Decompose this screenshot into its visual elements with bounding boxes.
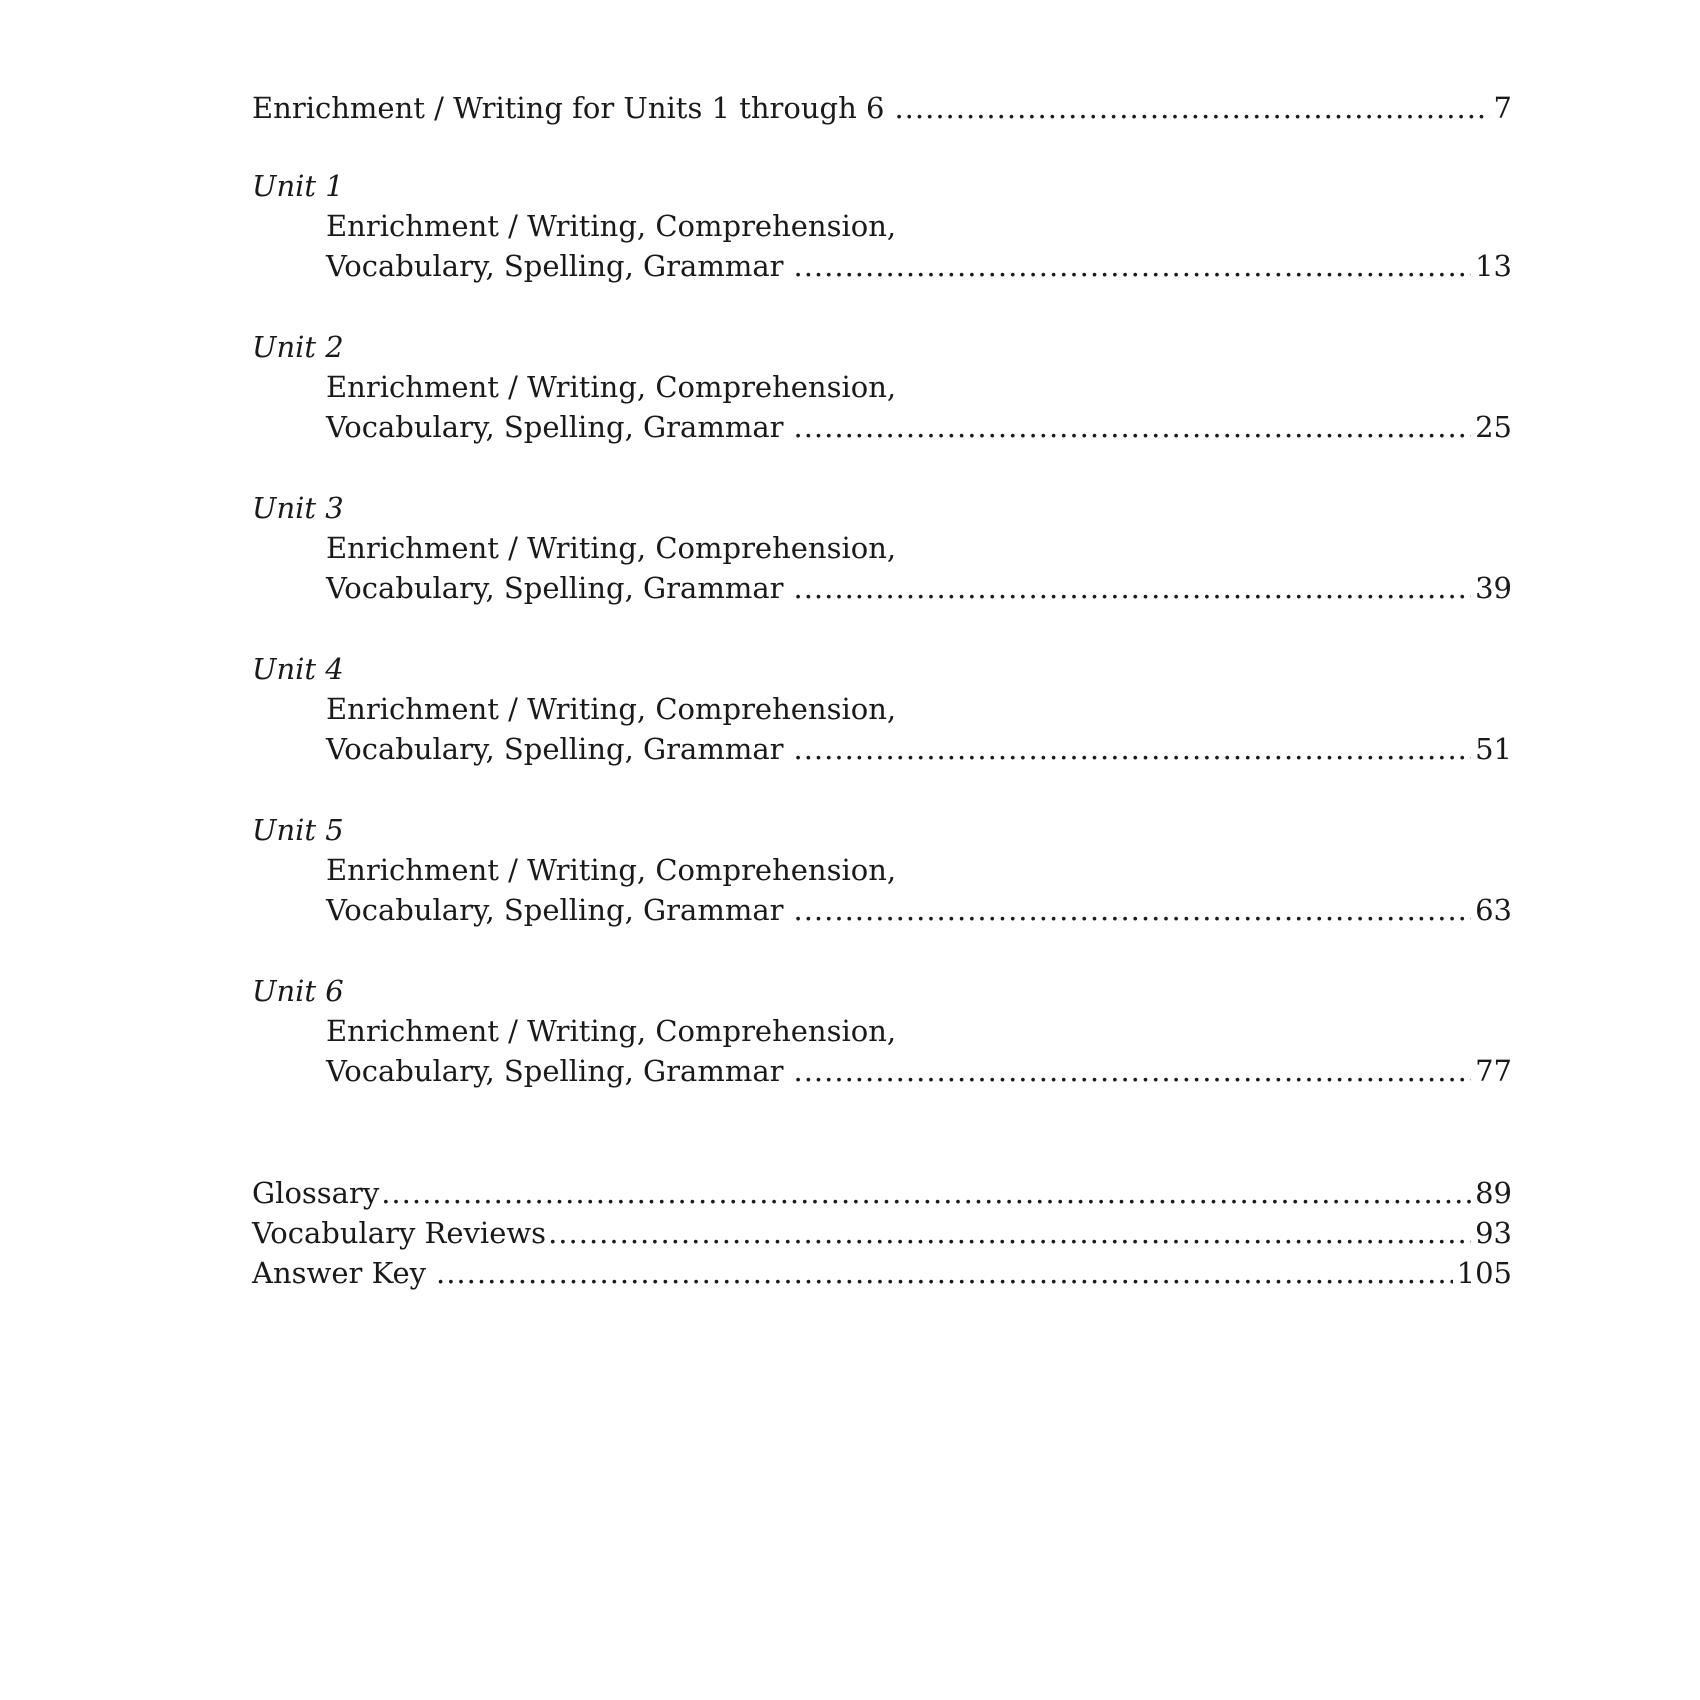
dot-leader: [793, 729, 1471, 769]
unit-heading: Unit 4: [252, 652, 344, 686]
toc-entry-label: Enrichment / Writing for Units 1 through 6: [252, 91, 885, 125]
toc-entry-label: Enrichment / Writing, Comprehension,: [326, 531, 897, 565]
toc-entry-label: Vocabulary, Spelling, Grammar: [326, 249, 784, 283]
toc-entry-label: Glossary: [252, 1176, 380, 1210]
toc-entry-unit-4[interactable]: [326, 729, 1512, 769]
toc-entry-label: Vocabulary, Spelling, Grammar: [326, 1054, 784, 1088]
toc-page-number: 13: [1475, 249, 1512, 283]
toc-page-number: 77: [1475, 1054, 1512, 1088]
dot-leader: [793, 1051, 1471, 1091]
dot-leader: [793, 568, 1471, 608]
toc-entry-label: Vocabulary, Spelling, Grammar: [326, 893, 784, 927]
toc-page-number: 39: [1475, 571, 1512, 605]
toc-entry-intro[interactable]: [252, 88, 1512, 128]
dot-leader: [548, 1213, 1471, 1253]
dot-leader: [436, 1253, 1453, 1293]
toc-page-number: 51: [1475, 732, 1512, 766]
dot-leader: [894, 88, 1489, 128]
toc-page-number: 89: [1475, 1176, 1512, 1210]
toc-entry-label: Vocabulary Reviews: [252, 1216, 547, 1250]
toc-page-number: 105: [1456, 1256, 1512, 1290]
toc-entry-label: Enrichment / Writing, Comprehension,: [326, 370, 897, 404]
unit-heading: Unit 3: [252, 491, 344, 525]
toc-entry-label: Enrichment / Writing, Comprehension,: [326, 853, 897, 887]
dot-leader: [793, 407, 1471, 447]
toc-entry-line: [326, 206, 1512, 246]
toc-entry-unit-2[interactable]: [326, 407, 1512, 447]
dot-leader: [793, 246, 1471, 286]
toc-entry-answer-key[interactable]: [252, 1253, 1512, 1293]
unit-heading: Unit 5: [252, 813, 344, 847]
toc-entry-label: Enrichment / Writing, Comprehension,: [326, 692, 897, 726]
toc-entry-label: Enrichment / Writing, Comprehension,: [326, 209, 897, 243]
unit-heading: Unit 1: [252, 169, 344, 203]
toc-entry-unit-6[interactable]: [326, 1051, 1512, 1091]
toc-entry-label: Vocabulary, Spelling, Grammar: [326, 571, 784, 605]
toc-page-number: 7: [1493, 91, 1512, 125]
toc-entry-unit-1[interactable]: [326, 246, 1512, 286]
toc-entry-vocabulary-reviews[interactable]: [252, 1213, 1512, 1253]
toc-entry-line: [326, 1011, 1512, 1051]
toc-entry-line: [326, 528, 1512, 568]
toc-entry-line: [326, 850, 1512, 890]
unit-heading: Unit 6: [252, 974, 344, 1008]
dot-leader: [381, 1173, 1471, 1213]
toc-entry-unit-5[interactable]: [326, 890, 1512, 930]
toc-entry-line: [326, 689, 1512, 729]
toc-entry-label: Answer Key: [252, 1256, 426, 1290]
table-of-contents: [252, 0, 1512, 1700]
toc-entry-label: Vocabulary, Spelling, Grammar: [326, 410, 784, 444]
toc-entry-line: [326, 367, 1512, 407]
toc-entry-label: Enrichment / Writing, Comprehension,: [326, 1014, 897, 1048]
toc-page-number: 93: [1475, 1216, 1512, 1250]
dot-leader: [793, 890, 1471, 930]
toc-entry-glossary[interactable]: [252, 1173, 1512, 1213]
unit-heading: Unit 2: [252, 330, 344, 364]
toc-page-number: 25: [1475, 410, 1512, 444]
toc-entry-unit-3[interactable]: [326, 568, 1512, 608]
toc-page-number: 63: [1475, 893, 1512, 927]
toc-entry-label: Vocabulary, Spelling, Grammar: [326, 732, 784, 766]
